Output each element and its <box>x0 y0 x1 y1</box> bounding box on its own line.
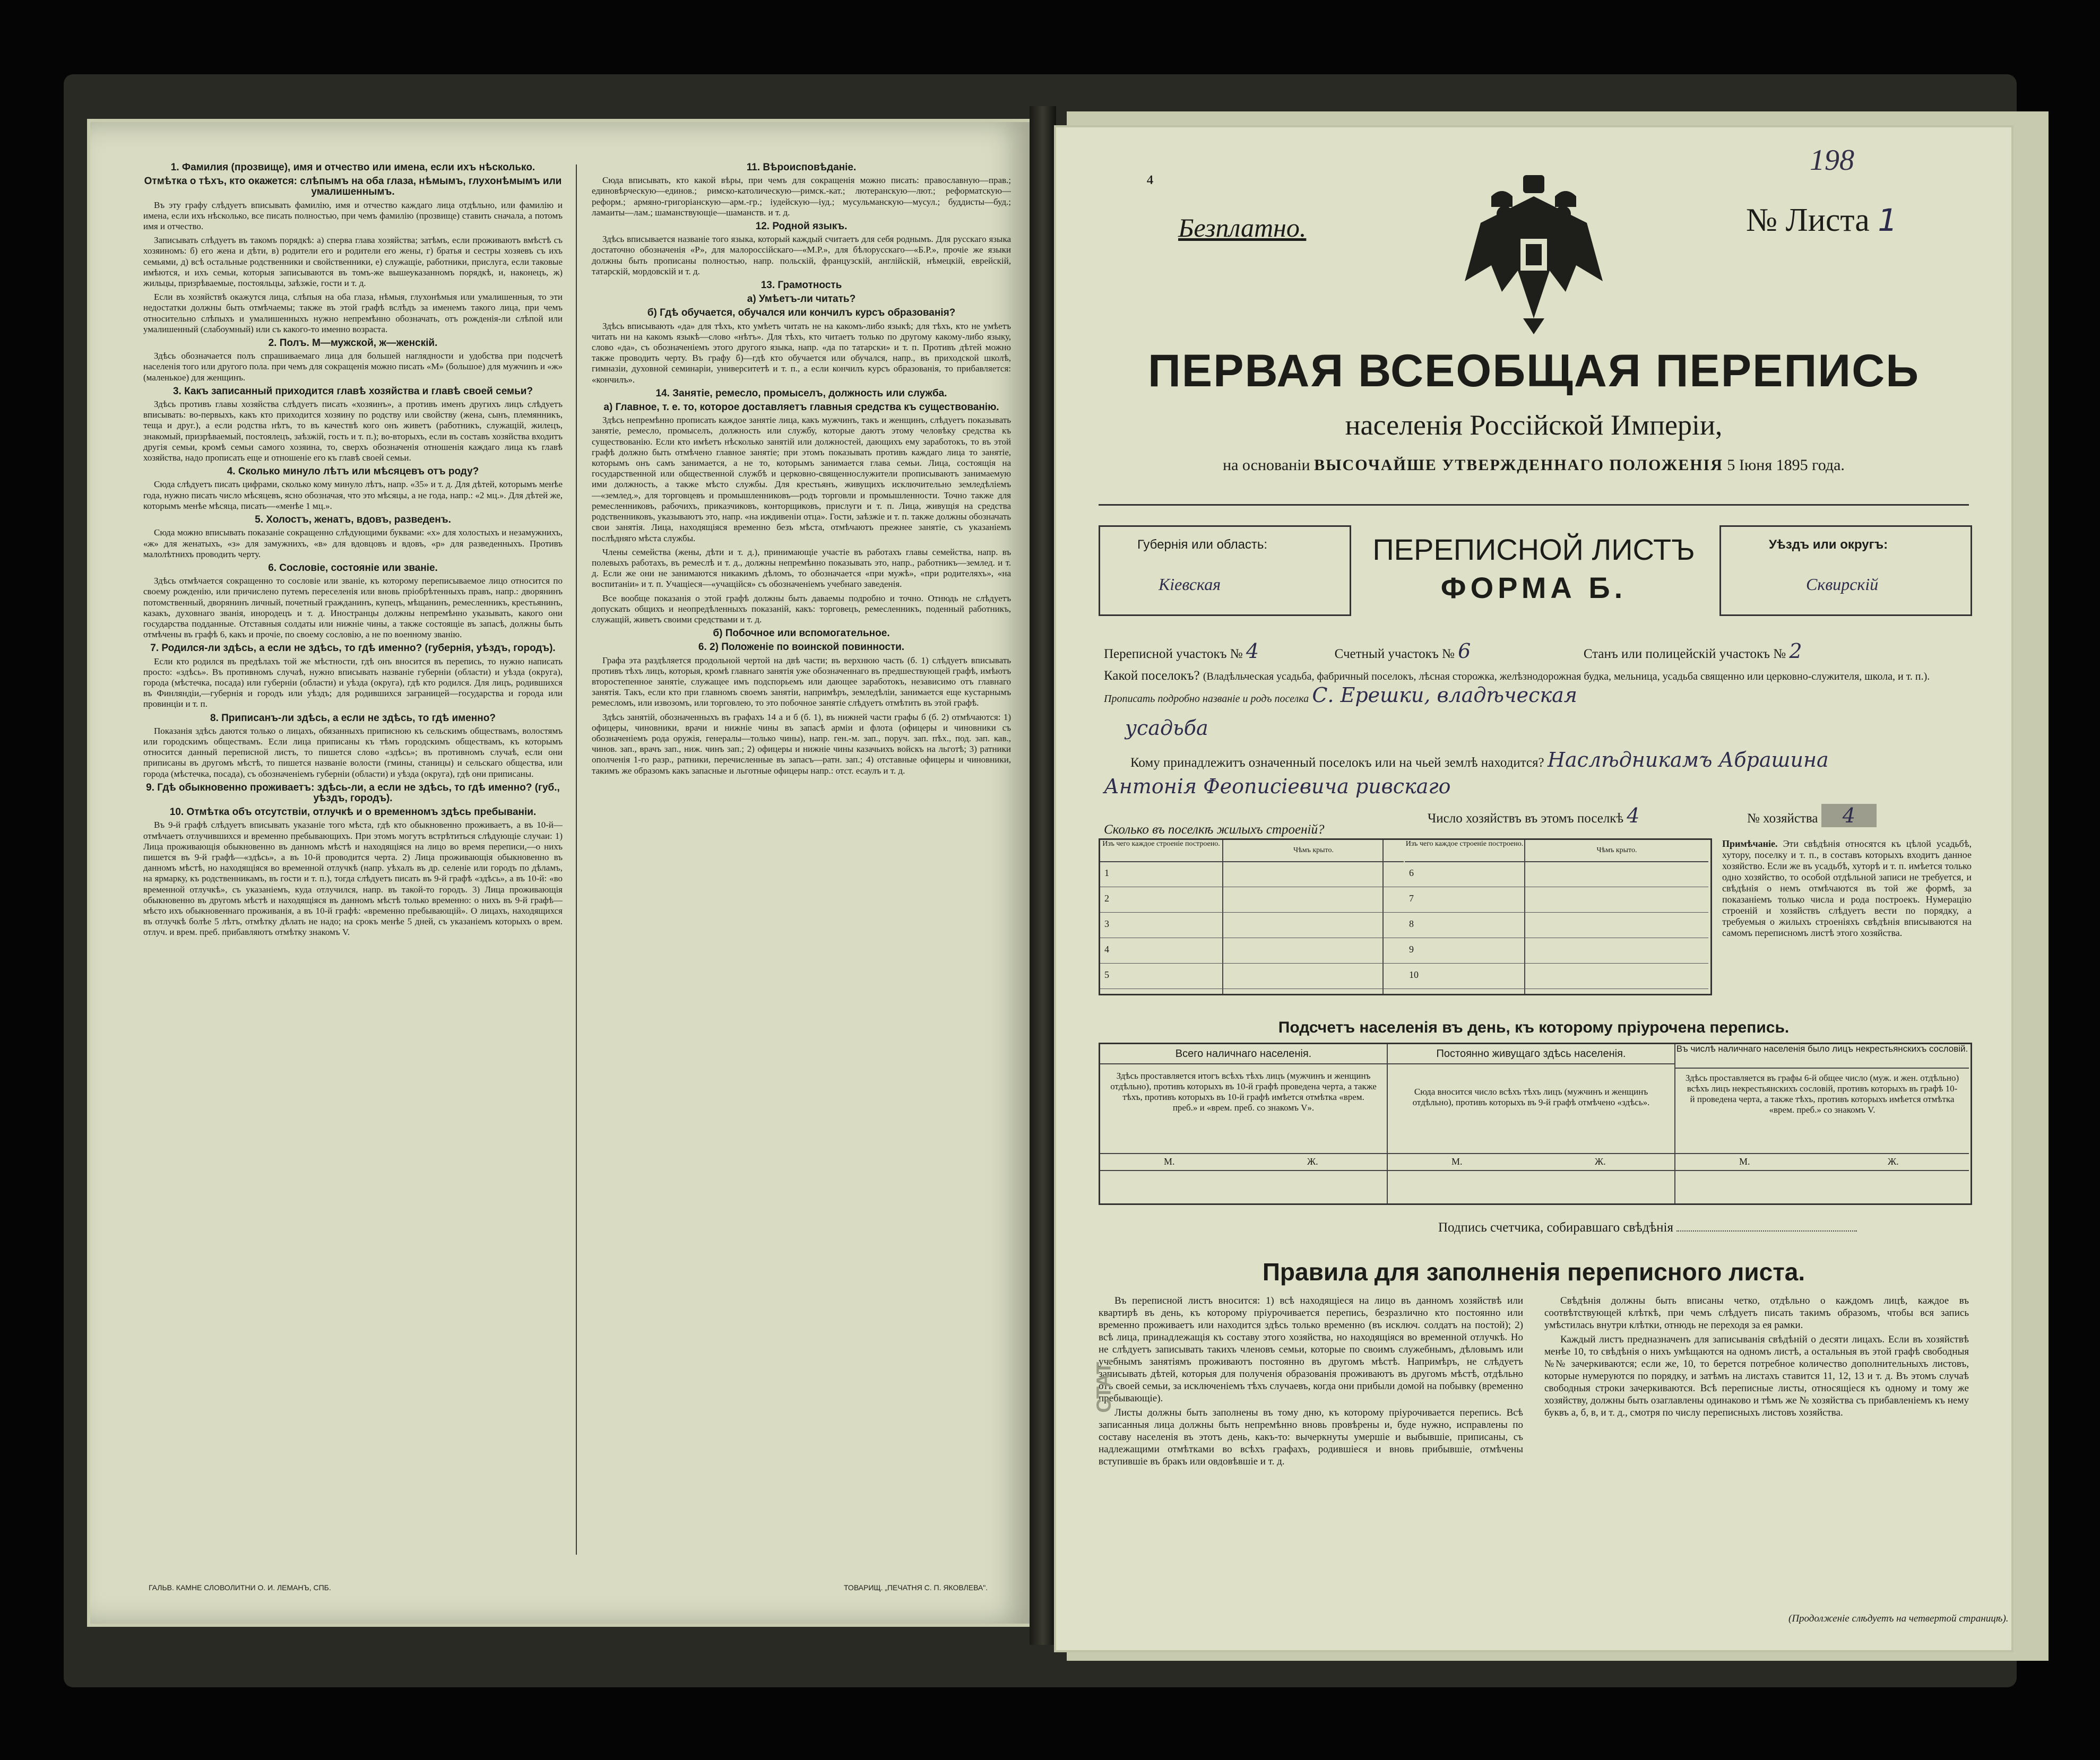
section-heading: а) Умѣетъ-ли читать? <box>747 293 856 305</box>
population-col-text: Сюда вносится число всѣхъ тѣхъ лицъ (мужчинъ и женщинъ отдѣльно), противъ которыхъ въ 9-й графѣ отмѣчено «здѣсь». <box>1412 1087 1650 1107</box>
census-section-row <box>1104 639 1802 663</box>
legal-basis <box>1056 456 2011 474</box>
section-heading: 11. Вѣроисповѣданіе. <box>746 162 857 173</box>
population-col-text: Здѣсь проставляется въ графы 6-й общее число (муж. и жен. отдѣльно) всѣхъ лицъ некрестьянскихъ сословій, противъ которыхъ въ графѣ 10-й проведена черта, а также тѣхъ, противъ которыхъ имѣется отмѣтка «врем. преб.» со знакомъ V. <box>1685 1073 1959 1115</box>
building-row-number: 10 <box>1409 969 1419 980</box>
household-number-label: № хозяйства <box>1747 811 1818 826</box>
owner-value[interactable]: Наслѣдникамъ Абрашина <box>1547 748 1829 771</box>
table-column <box>1223 840 1384 994</box>
section-heading: 10. Отмѣтка объ отсутствіи, отлучкѣ и о временномъ здѣсь пребываніи. <box>169 807 537 818</box>
form-title <box>1364 531 1704 607</box>
table-column <box>1100 840 1223 994</box>
rules-column-left <box>1099 1295 1523 1470</box>
population-col-present <box>1100 1044 1388 1203</box>
buildings-head-roof: Чѣмъ крыто. <box>1525 840 1708 862</box>
governorate-label: Губернія или область: <box>1137 537 1268 552</box>
section-heading: 1. Фамилия (прозвище), имя и отчество или имена, если ихъ нѣсколько. <box>170 162 535 173</box>
district-box <box>1719 525 1972 616</box>
building-row-number: 2 <box>1104 893 1109 904</box>
section-text: Здѣсь противъ главы хозяйства слѣдуетъ писать «хозяинъ», а противъ именъ другихъ лицъ слѣдуетъ вписывать: во-первыхъ, какъ кто приходится хозяину по родству или свойству (жена, сынъ, племянникъ, теща и друг.), а если родства нѣтъ, то въ качествѣ кого онъ живетъ (работникъ, служащій, жилецъ, знакомый, призрѣваемый, постоялецъ, заѣзжій, гость и т. п.); во-вторыхъ, если въ составъ хозяйства входитъ другія семьи, кромѣ семьи самого хозяина, то, сверхъ обозначенія отношенія каждаго лица къ главѣ хозяйства, надо прописать еще и отношеніе его къ главѣ своей семьи. <box>143 399 563 463</box>
governorate-value[interactable]: Кіевская <box>1159 575 1221 594</box>
section-heading: 4. Сколько минуло лѣтъ или мѣсяцевъ отъ роду? <box>227 466 479 478</box>
population-col-heading: Всего наличнаго населенія. <box>1100 1044 1387 1064</box>
building-row-line <box>1100 963 1405 964</box>
form-title-line2: ФОРМА Б. <box>1440 571 1627 604</box>
free-label: Безплатно. <box>1178 213 1307 242</box>
section-text: Здѣсь обозначается полъ спрашиваемаго лица для большей наглядности и удобства при подсчетѣ населенія того или другого пола. при чемъ для сокращенія можно писать «М» (большое) для мужчинъ и «ж» (маленькое) для женщинъ. <box>143 351 563 383</box>
section-text: Все вообще показанія о этой графѣ должны быть даваемы подробно и точно. Отнюдь не слѣдуетъ допускать общихъ и неопредѣленныхъ показаній, какъ: торговецъ, ремесленникъ, поденный работникъ, служащій, живетъ своими средствами и т. д. <box>592 593 1011 625</box>
households-count-value[interactable]: 4 <box>1627 804 1640 827</box>
sex-header <box>1100 1153 1387 1171</box>
household-number-value[interactable]: 4 <box>1821 804 1877 827</box>
section-text: Если кто родился въ предѣлахъ той же мѣстности, гдѣ онъ вносится въ перепись, то нужно написать просто: «здѣсь». Въ противномъ случаѣ, нужно вписывать названіе губерніи (области) и уѣзда (округа), города (мѣстечка, посада) или губерніи (области) и уѣзда (округа), гдѣ кто родился. Для лицъ, родившихся въ Финляндіи,—губернія и городъ или уѣздъ; для родившихся заграницей—государства и города или провинціи и т. п. <box>143 656 563 709</box>
table-column <box>1525 840 1706 994</box>
legal-basis-pre: на основаніи <box>1223 456 1310 474</box>
section-heading: Отмѣтка о тѣхъ, кто окажется: слѣпымъ на оба глаза, нѣмымъ, глухонѣмымъ или умалишеннымъ. <box>144 176 562 198</box>
section-text: Сюда можно вписывать показаніе сокращенно слѣдующими буквами: «х» для холостыхъ и незамужнихъ, «ж» для женатыхъ, «з» для замужнихъ, «в» для вдовцовъ и вдовъ, «р» для разведенныхъ. Противъ малолѣтнихъ проводить черту. <box>143 527 563 559</box>
rule-line <box>1099 504 1969 506</box>
rules-column-right <box>1544 1295 1969 1421</box>
households-row <box>1428 804 1877 827</box>
margin-mark: ⁴ <box>1146 170 1154 194</box>
rules-paragraph: Въ переписной листъ вносится: 1) всѣ находящіеся на лицо въ данномъ хозяйствѣ или квартирѣ въ день, къ которому пріурочивается перепись, безразлично кто постоянно или временно проживаетъ или находится здѣсь только временно (въ исключ. солдатъ на постой); 2) всѣ лица, принадлежащія къ составу этого хозяйства, но находящіяся во временной отлучкѣ. Но не слѣдуетъ записывать такихъ членовъ семьи, которые по своимъ служебнымъ, дѣловымъ или учебнымъ занятіямъ проживаютъ постоянно въ другомъ мѣстѣ. Напримѣръ, не слѣдуетъ записывать дѣтей, которыя для полученія образованія проживаютъ въ другомъ мѣстѣ, отдѣльно отъ своей семьи, за исключеніемъ тѣхъ случаевъ, когда они прибыли домой на побывку (временно пребывающіе). <box>1099 1295 1523 1404</box>
building-row-number: 3 <box>1104 918 1109 929</box>
census-title: ПЕРВАЯ ВСЕОБЩАЯ ПЕРЕПИСЬ <box>1147 345 1920 396</box>
section-heading: 6. Сословіе, состояніе или званіе. <box>268 562 438 574</box>
section-text: Въ 9-й графѣ слѣдуетъ вписывать указаніе того мѣста, гдѣ кто обыкновенно проживаетъ, а въ 10-й—отмѣчаетъ отлучившихся и временно пребывающихъ. При этомъ могутъ встрѣтиться слѣдующіе случаи: 1) Лица проживающія обыкновенно въ данномъ мѣстѣ и находящіяся на лицо во время переписи,—о нихъ пишется въ 9-й графѣ—«здѣсь», а въ 10-й проводится черта. 2) Лица проживающія обыкновенно въ данномъ мѣстѣ, но находящіяся во временной отлучкѣ (напр. уѣхалъ въ др. селеніе или городъ по дѣламъ, на ярмарку, къ родственникамъ, въ гости и т. п.), тогда слѣдуетъ писать въ 9-й графѣ «здѣсь», а въ 10-й: «во временной отлучкѣ», съ указаніемъ, куда отлучился, напр. въ такой-то городъ. 3) Лица проживающія обыкновенно въ другомъ мѣстѣ и находящіяся въ данномъ мѣстѣ только временно: о нихъ въ 9-й графѣ—мѣсто ихъ обыкновеннаго проживанія, а въ 10-й графѣ: «временно пребывающій». О лицахъ, находящихся въ отлучкѣ болѣе 5 лѣтъ, отмѣтку дѣлать не надо; на срокъ менѣе 5 дней, съ указаніемъ которыхъ о врем. отлуч. и врем. преб. прибавляютъ отмѣтку знакомъ V. <box>143 820 563 938</box>
female-label: Ж. <box>1307 1156 1318 1167</box>
buildings-head-roof: Чѣмъ крыто. <box>1223 840 1404 862</box>
female-label: Ж. <box>1595 1156 1606 1167</box>
rules-paragraph: Листы должны быть заполнены въ тому дню, къ которому пріурочивается перепись. Всѣ записанныя лица должны быть непремѣнно вновь провѣрены и, буде нужно, исправлены по составу населенія въ этотъ день, какъ-то: вычеркнуты умершіе и выбывшіе, приписаны, съ надлежащими отмѣтками во всѣхъ графахъ, родившіеся и вновь прибывшіе, отмѣчены вступившіе въ бракъ или овдовѣвшіе и т. д. <box>1099 1407 1523 1467</box>
settlement-value[interactable]: С. Ерешки, владѣческая <box>1312 683 1577 707</box>
male-label: М. <box>1451 1156 1463 1167</box>
rules-paragraph: Свѣдѣнія должны быть вписаны четко, отдѣльно о каждомъ лицѣ, каждое въ соотвѣтствующей клѣткѣ, при чемъ слѣдуетъ писать такимъ образомъ, чтобы вся запись умѣстилась внутри клѣтки, отнюдь не переходя за ея рамки. <box>1544 1295 1969 1331</box>
population-col-heading: Въ числѣ наличнаго населенія было лицъ некрестьянскихъ сословій. <box>1675 1044 1969 1069</box>
section-heading: 14. Занятіе, ремесло, промыселъ, должность или служба. <box>655 387 947 399</box>
female-label: Ж. <box>1888 1156 1899 1167</box>
note-text: Эти свѣдѣнія относятся къ цѣлой усадьбѣ, хутору, поселку и т. п., в составъ которыхъ входитъ данное хозяйство. Если же въ усадьбѣ, хуторѣ и т. п. имѣется только одно хозяйство, то особой отдѣльной записи не требуется, и свѣдѣнія о немъ отмѣчаются въ той же формѣ, за показаніемъ только числа и рода построекъ. Нумерацію строеній и хозяйствъ слѣдуетъ вести по порядку, а требуемыя о жилыхъ строеніяхъ свѣдѣнія вписываются на самомъ переписномъ листѣ этого хозяйства. <box>1722 838 1972 938</box>
population-count-title: Подсчетъ населенія въ день, къ которому пріурочена перепись. <box>1278 1019 1790 1036</box>
archive-stamp: СТАТ. <box>1093 1358 1116 1413</box>
buildings-head-material: Изъ чего каждое строеніе построено. <box>1405 840 1524 862</box>
column-divider <box>576 164 577 1555</box>
population-col-resident <box>1388 1044 1675 1203</box>
owner-value-line2[interactable]: Антонія Феописіевича ривскаго <box>1104 775 1451 798</box>
section-heading: 2. Полъ. М—мужской, ж—женскій. <box>268 337 438 349</box>
section-heading: б) Гдѣ обучается, обучался или кончилъ курсъ образованія? <box>647 307 956 319</box>
buildings-head-material: Изъ чего каждое строеніе построено. <box>1100 840 1222 862</box>
building-row-line <box>1405 912 1708 913</box>
signature-label: Подпись счетчика, собиравшаго свѣдѣнія <box>1438 1220 1673 1235</box>
section-text: Графа эта раздѣляется продольной чертой на двѣ части; въ верхнюю часть (б. 1) слѣдуетъ вписывать противъ тѣхъ лицъ, которыя, кромѣ главнаго занятія уже обозначеннаго въ предшествующей графѣ, имѣютъ второстепенное занятіе, служащее имъ подспорьемъ или дающее заработокъ, независимо отъ главнаго занятія. Такъ, если кто при главномъ своемъ занятіи, напримѣръ, земледѣліи, занимается еще кустарнымъ ремесломъ, или извозомъ, или торговлею, то это побочное занятіе слѣдуетъ отмѣтить въ этой графѣ. <box>592 655 1011 708</box>
rules-paragraph: Каждый листъ предназначенъ для записыванія свѣдѣній о десяти лицахъ. Если въ хозяйствѣ менѣе 10, то свѣдѣнія о нихъ умѣщаются на одномъ листѣ, а остальныя въ этой графѣ свободныя №№ зачеркиваются; если же, 10, то берется потребное количество дополнительныхъ листовъ, которые нумеруются по порядку, и затѣмъ на листахъ ставится 11, 12, 13 и т. д. Въ этомъ случаѣ свободныя строки зачеркиваются. Всѣ переписные листы, относящіеся къ одному и тому же хозяйству, должны быть озаглавлены одинаково и тѣмъ же № хозяйства съ прибавленіемъ къ нему буквъ а, б, в, и т. д., смотря по числу переписныхъ листовъ хозяйства. <box>1544 1334 1969 1418</box>
census-form-page <box>1056 127 2011 1650</box>
section-text: Въ эту графу слѣдуетъ вписывать фамилію, имя и отчество каждаго лица отдѣльно, или фамилію и имена, если ихъ нѣсколько, все писать полностью, при чемъ фамилію (прозвище) ставить сначала, а потомъ имя и отчество. <box>143 200 563 232</box>
police-section-label: Станъ или полицейскій участокъ № <box>1583 647 1786 661</box>
sheet-number-value: 1 <box>1878 202 1898 238</box>
building-row-line <box>1405 963 1708 964</box>
building-row-number: 8 <box>1409 918 1414 929</box>
owner-label: Кому принадлежитъ означенный поселокъ или на чьей землѣ находится? <box>1130 756 1544 770</box>
building-row-number: 7 <box>1409 893 1414 904</box>
enumerator-signature-line <box>1438 1220 1857 1235</box>
building-row-number: 9 <box>1409 944 1414 955</box>
population-col-heading: Постоянно живущаго здѣсь населенія. <box>1388 1044 1674 1064</box>
census-section-label: Переписной участокъ № <box>1104 647 1243 661</box>
buildings-table <box>1099 838 1712 995</box>
governorate-box <box>1099 525 1351 616</box>
sheet-number-label: № Листа <box>1746 202 1870 238</box>
census-section-value[interactable]: 4 <box>1246 639 1259 663</box>
district-value[interactable]: Сквирскій <box>1806 575 1879 594</box>
printer-imprint-left: ГАЛЬВ. КАМНЕ СЛОВОЛИТНИ О. И. ЛЕМАНЪ, СПБ. <box>149 1583 331 1592</box>
buildings-label: Сколько въ поселкѣ жилыхъ строеній? <box>1104 822 1325 837</box>
signature-field[interactable] <box>1676 1230 1857 1232</box>
form-title-line1: ПЕРЕПИСНОЙ ЛИСТЪ <box>1372 533 1695 566</box>
section-text: Здѣсь вписывають «да» для тѣхъ, кто умѣетъ читать не на какомъ-либо языкѣ; для тѣхъ, кто не умѣетъ читать ни на какомъ языкѣ—слово «нѣтъ». Для тѣхъ, кто читаетъ только по другому какому-либо языку, слово «да», съ обозначеніемъ этого другого языка, напр. «да по татарски» и т. п. Противъ дѣтей можно также проводить черту. Въ графу б)—гдѣ кто обучается или обучался, напр., въ приходской школѣ, гимназіи, духовной семинаріи, университетѣ и т. п., а если кончилъ курсъ образованія, то прибавляется: «кончилъ». <box>592 320 1011 385</box>
counting-section-value[interactable]: 6 <box>1458 639 1471 663</box>
instructions-column-1 <box>143 159 563 1555</box>
section-text: Сюда слѣдуетъ писать цифрами, сколько кому минуло лѣтъ, напр. «35» и т. д. Для дѣтей, которымъ менѣе года, нужно писать число мѣсяцевъ, ясно обозначая, что это мѣсяцы, а не года, напр.: «2 мц.». Для дѣтей же, которымъ менѣе мѣсяца, писать—«менѣе 1 мц.». <box>143 479 563 511</box>
building-row-number: 1 <box>1104 868 1109 878</box>
section-heading: а) Главное, т. е. то, которое доставляетъ главныя средства къ существованію. <box>603 402 999 413</box>
buildings-note <box>1722 838 1972 939</box>
owner-row <box>1130 748 1829 771</box>
section-heading: 13. Грамотность <box>761 280 842 291</box>
building-row-number: 4 <box>1104 944 1109 955</box>
archive-page-number: 198 <box>1810 144 1854 177</box>
section-heading: 6. 2) Положеніе по воинской повинности. <box>698 641 905 653</box>
building-row-line <box>1100 912 1405 913</box>
population-col-text: Здѣсь проставляется итогъ всѣхъ тѣхъ лицъ (мужчинъ и женщинъ отдѣльно), противъ которыхъ въ 10-й графѣ проведена черта, а также тѣхъ, противъ которыхъ въ 10-й графѣ имѣется отмѣтка «врем. преб.» и «врем. преб. со знакомъ V». <box>1110 1071 1377 1113</box>
sex-header <box>1675 1153 1969 1171</box>
legal-basis-post: 5 Іюня 1895 года. <box>1727 456 1845 474</box>
population-col-non-peasant <box>1675 1044 1969 1203</box>
settlement-hint: (Владѣльческая усадьба, фабричный поселокъ, лѣсная сторожка, желѣзнодорожная будка, мельница, усадьба священно или церковно-служителя, школа, и т. п.). <box>1203 671 1930 682</box>
section-heading: 7. Родился-ли здѣсь, а если не здѣсь, то гдѣ именно? (губернія, уѣздъ, городъ). <box>150 643 556 654</box>
rules-title: Правила для заполненія переписного листа. <box>1262 1258 1805 1286</box>
sheet-number <box>1746 202 1897 239</box>
section-text: Здѣсь отмѣчается сокращенно то сословіе или званіе, къ которому переписываемое лицо относится по своему рожденію, или причислено путемъ переселенія или вновь пріобрѣтенныхъ правъ, напр.: дворянинъ потомственный, дворянинъ личный, почетный гражданинъ, купецъ, мѣщанинъ, ремесленникъ, крестьянинъ, казакъ, духовнаго званія, инородецъ и т. д. Иностранцы должны непремѣнно указывать, какого они государства подданные. Отставныя солдаты или нижніе чины, а также состоящіе въ запасѣ, должны быть отмѣчены въ графѣ 6, какъ и прочіе, по своему сословію, а не по военному званію. <box>143 576 563 640</box>
households-count-label: Число хозяйствъ въ этомъ поселкѣ <box>1428 811 1624 826</box>
counting-section-label: Счетный участокъ № <box>1334 647 1455 661</box>
section-text: Члены семейства (жены, дѣти и т. д.), принимающіе участіе въ работахъ главы семейства, напр. въ полевыхъ работахъ, въ ремеслѣ и т. д., должны непремѣнно показывать это, напр., работникъ—землед. и т. д. Если же они не занимаются никакимъ дѣломъ, то обозначается «при мужѣ», «при родителяхъ», «на воспитаніи» и т. п. Учащіеся—«учащійся» съ обозначеніемъ учебнаго заведенія. <box>592 547 1011 589</box>
section-heading: б) Побочное или вспомогательное. <box>713 628 890 639</box>
settlement-value-line2[interactable]: усадьба <box>1125 716 1208 740</box>
section-heading: 5. Холостъ, женатъ, вдовъ, разведенъ. <box>255 514 451 526</box>
section-text: Если въ хозяйствѣ окажутся лица, слѣпыя на оба глаза, нѣмыя, глухонѣмыя или умалишенныя, то эти недостатки должны быть отмѣчаемы; также въ этой графѣ вслѣдъ за именемъ такого лица, при чемъ относительно слѣпыхъ и умалишенныхъ нужно непремѣнно обозначать, отъ рожденія-ли слѣпой или умалишенный (слабоумный) или съ какого-то именно возраста. <box>143 292 563 334</box>
section-heading: 3. Какъ записанный приходится главѣ хозяйства и главѣ своей семьи? <box>172 385 533 397</box>
population-table <box>1099 1043 1972 1205</box>
imperial-eagle-emblem <box>1459 175 1608 334</box>
male-label: М. <box>1164 1156 1175 1167</box>
section-text: Здѣсь непремѣнно прописать каждое занятіе лица, какъ мужчинъ, такъ и женщинъ, слѣдуетъ показывать занятіе, ремесло, промыселъ, должность или службу, которые даютъ этому человѣку средства къ существованію. Если кто имѣетъ нѣсколько занятій или должностей, дающихъ ему заработокъ, то въ этой графѣ должно быть отмѣчено главное занятіе; при этомъ показывать противъ каждаго лица то занятіе, которымъ онъ самъ занимается, а не то, которымъ занимается глава семьи. Лица, состоящія на государственной или общественной службѣ и церковно-священнослужители прописываютъ занимаемую ими должность, а также мѣсто службы. Для крестьянъ, живущихъ исключительно земледѣліемъ—«землед.», для торговцевъ и промышленниковъ—родъ торговли и промышленности. Точно также для ремесленниковъ, рабочихъ, приказчиковъ, конторщиковъ, прислуги и т. п. Лица, живущія на средства родственниковъ, указываютъ это, напр. «на иждивеніи отца». Гости, заѣзжіе и т. п. также должны обозначать свои занятія. Лица, находящіяся временно безъ мѣста, отмѣчаютъ прежнее занятіе, съ указаніемъ послѣдняго мѣста службы. <box>592 415 1011 543</box>
continuation-note: (Продолженіе слѣдуетъ на четвертой страницѣ). <box>1788 1613 2009 1624</box>
printer-imprint-right: ТОВАРИЩ. „ПЕЧАТНЯ С. П. ЯКОВЛЕВА". <box>844 1583 988 1592</box>
section-text: Здѣсь вписывается названіе того языка, который каждый считаетъ для себя роднымъ. Для русскаго языка достаточно обозначенія «Р», для малороссійскаго—«М.Р.», для бѣлорусскаго—«Б.Р.», прочіе же языки должны быть прописаны полностью, напр. польскій, французскій, англійскій, нѣмецкій, еврейскій, татарскій, мордовскій и т. д. <box>592 234 1011 276</box>
section-text: Сюда вписывать, кто какой вѣры, при чемъ для сокращенія можно писать: православную—прав.; единовѣрческую—единов.; римско-католическую—римск.-кат.; лютеранскую—лют.; реформатскую—реформ.; армяно-григоріанскую—арм.-гр.; іудейскую—іуд.; мусульманскую—мусул.; буддисты—буд.; ламаиты—лам.; шаманствующіе—шаманств. и т. д. <box>592 175 1011 218</box>
district-label: Уѣздъ или округъ: <box>1769 537 1888 552</box>
book-gutter <box>1030 106 1056 1645</box>
section-text: Записывать слѣдуетъ въ такомъ порядкѣ: а) сперва глава хозяйства; затѣмъ, если проживаютъ вмѣстѣ съ хозяиномъ: б) его жена и дѣти, в) родители его и родители его жены, г) братья и сестры хозяевъ съ ихъ семьями, д) всѣ остальные родственники и свойственники, е) служащіе, работники, прислуга, если таковые имѣются, и ихъ семьи, которыя записываются въ томъ-же вышеуказанномъ порядкѣ, и, наконецъ, ж) жильцы, призрѣваемые, постояльцы, заѣзжіе, гости и т. д. <box>143 235 563 289</box>
instructions-column-2 <box>592 159 1011 1555</box>
settlement-row <box>1104 669 1974 707</box>
sex-header <box>1388 1153 1674 1171</box>
left-page <box>90 122 1030 1624</box>
section-heading: 9. Гдѣ обыкновенно проживаетъ: здѣсь-ли, а если не здѣсь, то гдѣ именно? (губ., уѣздъ, городъ). <box>146 782 560 804</box>
section-heading: 12. Родной языкъ. <box>755 221 848 232</box>
building-row-number: 6 <box>1409 868 1414 878</box>
building-row-number: 5 <box>1104 969 1109 980</box>
settlement-label: Какой поселокъ? <box>1104 669 1200 683</box>
settlement-hint-2: Прописать подробно названіе и родъ поселка <box>1104 693 1309 705</box>
legal-basis-caps: ВЫСОЧАЙШЕ УТВЕРЖДЕННАГО ПОЛОЖЕНІЯ <box>1314 456 1723 474</box>
census-subtitle: населенія Россійской Имперіи, <box>1345 409 1723 441</box>
note-label: Примѣчаніе. <box>1722 838 1778 849</box>
male-label: М. <box>1739 1156 1750 1167</box>
section-text: Здѣсь занятій, обозначенныхъ въ графахъ 14 а и б (б. 1), въ нижней части графы б (б. 2) отмѣчаются: 1) офицеры, чиновники, врачи и нижніе чины въ запасѣ арміи и флота (офицеры и чиновники съ обозначеніемъ рода оружія, генералы—только чины), напр. ген.-м. зап., поруч. зап. пѣх., под. зап. кав., чинов. зап., врачъ зап., ниж. чинъ зап.; 2) офицеры и нижніе чины казачьихъ войскъ на льготѣ; 3) ратники ополченія 1-го разр., ратники, перечисленные въ запасъ—ратн. зап.; 4) отставные офицеры и чиновники, такимъ же образомъ какъ запасные и льготные офицеры напр.: отст. есаулъ и т. д. <box>592 712 1011 776</box>
table-column <box>1405 840 1525 994</box>
section-text: Показанія здѣсь даются только о лицахъ, обязанныхъ приписною къ сельскимъ обществамъ, волостямъ или городскимъ обществамъ. Если лица приписаны къ тѣмъ городскимъ обществамъ, къ которымъ относится данный переписной листъ, то пишется слово «здѣсь»; въ противномъ случаѣ, если они приписаны въ другомъ мѣстѣ, то пишется названіе волости (гмины, станицы) и сельскаго общества, или города (мѣстечка, посада), съ обозначеніемъ губерніи (области) и уѣзда (округа), гдѣ они приписаны. <box>143 725 563 779</box>
police-section-value[interactable]: 2 <box>1789 639 1802 663</box>
section-heading: 8. Приписанъ-ли здѣсь, а если не здѣсь, то гдѣ именно? <box>210 712 496 724</box>
